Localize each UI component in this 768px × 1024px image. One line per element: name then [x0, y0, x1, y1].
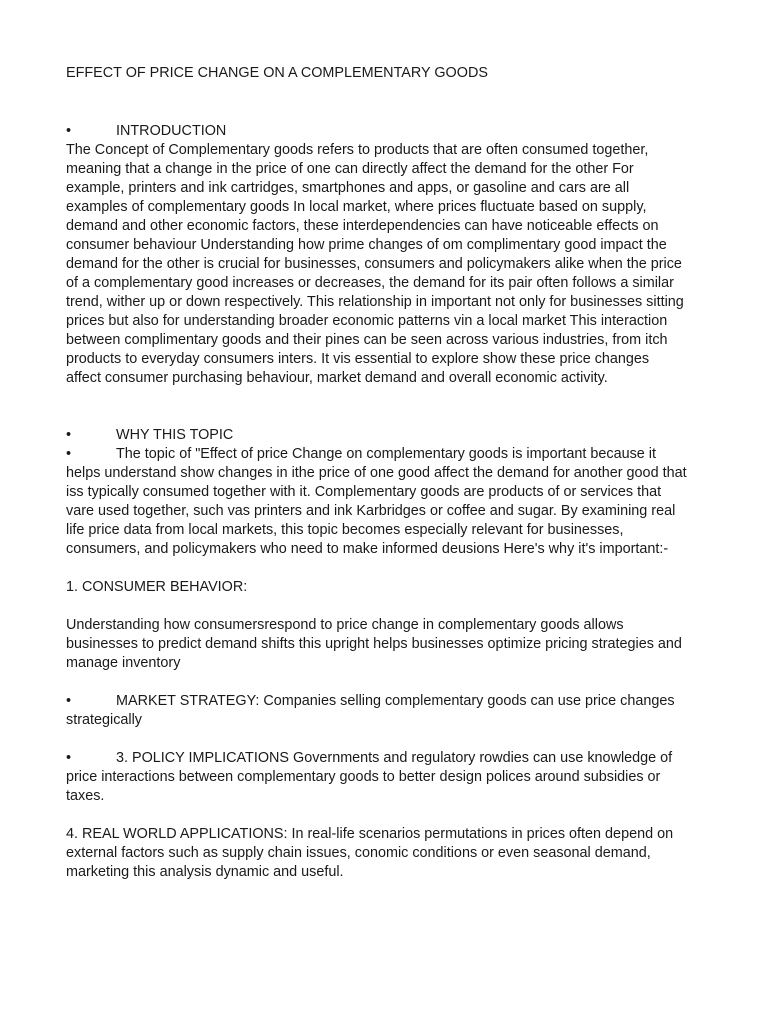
market-strategy-text: MARKET STRATEGY: Companies selling complementary goods can use price changes strategically	[66, 693, 675, 728]
document-title: EFFECT OF PRICE CHANGE ON A COMPLEMENTARY GOODS	[66, 65, 488, 81]
section-spacer	[66, 673, 688, 692]
consumer-behavior-heading: 1. CONSUMER BEHAVIOR:	[66, 579, 248, 595]
why-topic-heading-line	[66, 426, 688, 445]
bullet-glyph: •	[66, 693, 72, 709]
bullet-glyph: •	[66, 750, 72, 766]
real-world-paragraph: 4. REAL WORLD APPLICATIONS: In real-life scenarios permutations in prices often depend on external factors such as supply chain issues, conomic conditions or even seasonal demand, marketing this analysis dynamic and useful.	[66, 826, 674, 880]
market-strategy-paragraph	[66, 692, 688, 730]
section-spacer	[66, 559, 688, 578]
section-spacer	[66, 388, 688, 426]
why-topic-paragraph	[66, 445, 688, 559]
bullet-glyph: •	[66, 446, 72, 462]
consumer-behavior-paragraph: Understanding how consumersrespond to price change in complementary goods allows businesses to predict demand shifts this upright helps businesses optimize pricing strategies and manage inventory	[66, 617, 682, 671]
introduction-paragraph: The Concept of Complementary goods refers to products that are often consumed together, meaning that a change in the price of one can directly affect the demand for the other For example, printers and ink cartridges, smartphones and apps, or gasoline and cars are all examples of complementary goods In local market, where prices fluctuate based on supply, demand and other economic factors, these interdependencies can have noticeable effects on consumer behaviour Understanding how prime changes of om complimentary good impact the demand for the other is crucial for businesses, consumers and policymakers alike when the price of a complementary good increases or decreases, the demand for its pair often follows a similar trend, wither up or down respectively. This relationship in important not only for businesses sitting prices but also for understanding broader economic patterns vin a local market This interaction between complimentary goods and their pines can be seen across various industries, from itch products to everyday consumers inters. It vis essential to explore show these price changes affect consumer purchasing behaviour, market demand and overall economic activity.	[66, 142, 684, 386]
document-page	[66, 64, 688, 882]
why-topic-heading: WHY THIS TOPIC	[116, 427, 234, 443]
bullet-glyph: •	[66, 123, 72, 139]
section-spacer	[66, 806, 688, 825]
introduction-heading: INTRODUCTION	[116, 123, 227, 139]
policy-implications-paragraph	[66, 749, 688, 806]
policy-implications-text: 3. POLICY IMPLICATIONS Governments and regulatory rowdies can use knowledge of price interactions between complementary goods to better design polices around subsidies or taxes.	[66, 750, 673, 804]
why-topic-text: The topic of "Effect of price Change on complementary goods is important because it helps understand show changes in ithe price of one good affect the demand for another good that iss typically consumed together with it. Complementary goods are products of or services that vare used together, such vas printers and ink Karbridges or coffee and sugar. By examining real life price data from local markets, this topic becomes especially relevant for businesses, consumers, and policymakers who need to make informed deusions Here's why it's important:-	[66, 446, 687, 557]
section-spacer	[66, 730, 688, 749]
section-spacer	[66, 597, 688, 616]
introduction-heading-line	[66, 122, 688, 141]
bullet-glyph: •	[66, 427, 72, 443]
